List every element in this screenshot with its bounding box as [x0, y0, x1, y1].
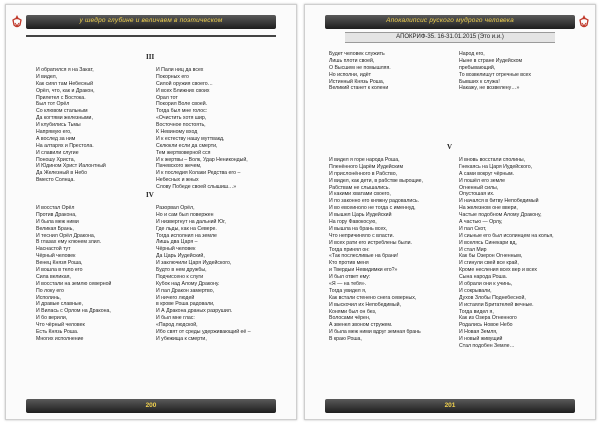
poem-line: Покорил Воле своей. [156, 101, 208, 108]
poem-line: Огненный силы, [459, 184, 499, 191]
poem-line: Чёрный человек [36, 253, 76, 260]
poem-line: И клубились Тьмы [36, 122, 81, 129]
poem-line: И Юдином Христ Иалонтный [36, 163, 106, 170]
poem-line: Поношу Христа, [36, 156, 76, 163]
poem-line: Тогда увидел я, [329, 287, 367, 294]
poem-line: И сокрывали, [459, 287, 492, 294]
poem-line: Кубок над Алому Дракону. [156, 280, 220, 287]
poem-line: В краю Роша, [329, 336, 362, 343]
poem-line: И был мне глас: [156, 315, 195, 322]
poem-line: Прилетел с Востока. [36, 94, 86, 101]
poem-line: Стал подобен Земле… [459, 343, 515, 350]
poem-line: И вышла на брань всех, [329, 225, 388, 232]
poem-line: Против Дракона, [36, 211, 77, 218]
poem-line: Что непричиняло с власти. [329, 232, 395, 239]
poem-line: И всех рати его истреблены были. [329, 239, 412, 246]
poem-line: И сгинули свей все край, [459, 260, 519, 267]
page-number: 201 [444, 402, 456, 409]
poem-line: Наснастой тут [36, 246, 71, 253]
poem-line: Пачевского жечем, [156, 163, 202, 170]
poem-line: Волосами чёрен, [329, 315, 371, 322]
poem-line: «Так послесливые на брани! [329, 253, 399, 260]
right-page [304, 4, 596, 420]
poem-line: А вослед за ним [36, 135, 76, 142]
poem-line: Тогда принял он: [329, 246, 370, 253]
poem-line: в крове Роша радовали, [156, 301, 215, 308]
poem-line: И ничего людей [156, 294, 195, 301]
poem-line: И Вилась с Орлом на Дракона, [36, 308, 111, 315]
poem-line: И был ответ ему: [329, 274, 371, 281]
poem-line: А звенел звоном стружем. [329, 322, 393, 329]
poem-line: Лишь два Царя – [156, 239, 198, 246]
poem-line: «Очистить хотя шир, [156, 115, 207, 122]
poem-line: И выскочил их Непобедимый, [329, 301, 401, 308]
poem-line: Небесных и жных [156, 177, 199, 184]
poem-line: Венец Князя Роша, [36, 260, 83, 267]
poem-line: И вновь восстали сполины, [459, 157, 526, 163]
poem-line: И стал Мир [459, 246, 487, 253]
poem-line: И видел, [36, 73, 58, 80]
poem-line: Рабствам не слышались. [329, 184, 390, 191]
poem-line: Тогда исполнил на земле [156, 232, 217, 239]
header-title: у шедро глубине и величаем в поэтическом [79, 17, 223, 24]
poem-column-left [36, 67, 106, 184]
poem-column-right [459, 51, 531, 92]
section-numeral: III [146, 53, 155, 61]
poem-line: И дравые славные, [36, 301, 83, 308]
poem-line: Покорных его [156, 73, 189, 80]
poem-line: И А Дракона драных разрушил. [156, 308, 233, 315]
poem-line: Будет человек служить [329, 51, 385, 57]
poem-line: И вошла в тело его [36, 267, 83, 274]
poem-line: Гнекаясь на Царя Иудейского, [459, 163, 533, 170]
poem-line: И прислонённого в Рабство, [329, 170, 398, 177]
poem-line: Кроме несления всех вер и всех [459, 267, 537, 274]
poem-line: И восстал Орёл [36, 205, 75, 211]
poem-line: И по законно его княжну радовались. [329, 198, 420, 205]
left-page [5, 4, 297, 420]
poem-line: На железном оне ввери, [459, 205, 518, 212]
poem-column-left [329, 157, 423, 343]
poem-line: А сами вокруг чёрным. [459, 170, 514, 177]
poem-line: По локу его [36, 287, 64, 294]
poem-line: И славили слугие [36, 149, 79, 156]
poem-line: И сиьные его был исолинцем на колья, [459, 232, 554, 239]
poem-line: Да Железный в Небо [36, 170, 88, 177]
poem-line: и Твердыи Невидимки его?» [329, 267, 398, 274]
section-numeral: IV [146, 191, 154, 199]
poem-line: И пошёл его земле [459, 177, 506, 184]
poem-line: Восточное постоять, [156, 122, 206, 129]
poem-line: «Парод людской, [156, 322, 198, 329]
poem-line: И какими хватами своего, [329, 191, 391, 198]
poem-line: Опустошая их. [459, 191, 495, 198]
poem-line: И новый живущий [459, 336, 503, 343]
poem-line: Разорвал Орёл, [156, 205, 195, 211]
poem-line: Великая Брань, [36, 225, 74, 232]
poem-line: Со клювом стальным [36, 108, 88, 115]
poem-line: Был тот Орёл [36, 101, 70, 108]
poem-line: И пал Скот, [459, 225, 487, 232]
poem-line: Накажу, не возвелену…» [459, 85, 520, 92]
poem-line: А частью — Орлу, [459, 219, 503, 226]
header-title: Апокалипсис руского мудрого человека [386, 17, 514, 24]
poem-line: Лишь плоти своей, [329, 57, 375, 64]
poem-line: И теснил Орёл Дракона, [36, 232, 96, 239]
poem-line: Конями был он без, [329, 308, 377, 315]
poem-line: Будто в нем дружбы, [156, 267, 207, 274]
poem-line: Орёл, что, как и Дракон, [36, 87, 95, 94]
poem-line: И во евсеиноло не тогда с именнуд, [329, 205, 416, 212]
poem-column-right [459, 157, 554, 350]
poem-line: Родались Новое Небо [459, 322, 513, 329]
poem-line: И убежища к смерти, [156, 335, 207, 342]
poem-line: К Невиному вход [156, 129, 198, 136]
page-header-bar [26, 15, 276, 29]
poem-line: Великий станет к колени [329, 85, 389, 92]
poem-line: Вместо Солнца. [36, 177, 75, 184]
header-rule [26, 35, 276, 37]
poem-line: О Высшем не помышляя. [329, 64, 391, 71]
poem-line: Орал тот [156, 94, 178, 101]
poem-line: И начался в битву Непобедимый [459, 198, 539, 205]
poem-line: Кто против меня [329, 260, 369, 267]
poem-line: И бо верили, [36, 315, 68, 322]
poem-line: Но исполни, идёт [329, 71, 372, 78]
poem-line: И была меж ними [36, 218, 79, 225]
poem-line: Исполинь, [36, 294, 61, 301]
poem-line: И восстали на землю северной [36, 280, 112, 287]
poem-line: Сына народа Роша. [459, 274, 508, 281]
poem-line: То возвелишут отречные всех [459, 71, 531, 78]
poem-line: И к последия Колаки Редства его – [156, 170, 241, 177]
poem-line: Ныне в стране Иудейском [459, 57, 523, 64]
poem-line: Есть Князь Роша. [36, 329, 79, 336]
poem-line: Силой оружия своего… [156, 80, 213, 87]
poem-line: Склюкли если да смерти, [156, 142, 218, 149]
page-subheader: АПОКРИФ-35. 16-31.01.2015 (Это и.и.) [345, 32, 555, 43]
poem-line: Как встали стенено снега северных, [329, 294, 417, 301]
page-footer-bar [26, 399, 276, 413]
poem-line: Народ его, [459, 51, 485, 57]
poem-line: Что чёрный человек [36, 322, 85, 329]
poem-column-left [329, 51, 391, 92]
poem-column-right [156, 205, 251, 343]
poem-line: И пал Дракон замертво, [156, 287, 215, 294]
poem-line: Как сиял там Небесный [36, 80, 94, 87]
poem-line: Пленённого Царём Иудейским [329, 163, 404, 170]
poem-line: Сила великая, [36, 273, 71, 280]
poem-line: Чёрный человек [156, 246, 196, 253]
poem-line: «Я — на тебя». [329, 281, 367, 288]
poem-line: Тогда был мне голос: [156, 108, 208, 115]
poem-line: И низвергнут на дальний Юг, [156, 218, 226, 225]
poem-line: Ибо свят от среды удерживающий её – [156, 329, 251, 336]
poem-line: В глазах ему клюнем злил. [36, 239, 102, 246]
poem-line: И была меж ними вдруг земная брань [329, 329, 421, 336]
poem-line: И Новая Земля, [459, 329, 498, 336]
poem-line: Да когтями железными, [36, 115, 93, 122]
poem-line: И вселясь Синекари вд, [459, 239, 517, 246]
poem-line: На гору Фавокосую, [329, 219, 377, 226]
poem-line: Частые подобном Алому Дракону, [459, 212, 542, 219]
section-numeral: V [447, 143, 453, 151]
page-number: 200 [145, 402, 157, 409]
poem-line: Духов Злобы Поднебесной, [459, 294, 526, 301]
poem-line: И вышел Царь Иудейский [329, 212, 392, 219]
poem-line: И к естеству нашу муттвакд, [156, 135, 225, 142]
poem-line: Тогда видел я, [459, 308, 494, 315]
poem-line: Напрямую его, [36, 129, 72, 136]
poem-line: Но и сам был повержен [156, 211, 214, 218]
poem-line: пребывающий, [459, 64, 496, 71]
poem-line: И Пали ниц да всех [156, 67, 204, 73]
poem-line: Многих исполнение [36, 335, 84, 342]
poem-line: Да Царь Иудейский, [156, 253, 205, 260]
poem-line: И видел, как дети, в рабстве вырощие, [329, 177, 423, 184]
poem-line: И видел я горе народа Роша, [329, 157, 400, 163]
emblem-icon [10, 14, 24, 30]
poem-line: И заключили Царя Иудейского, [156, 260, 232, 267]
poem-line: Истинный Князь Роша, [329, 78, 385, 85]
poem-column-right [156, 67, 248, 191]
emblem-icon [577, 14, 591, 30]
poem-line: Как бы Озерон Огненным, [459, 253, 523, 260]
page-footer-bar [325, 399, 575, 413]
poem-line: И обратился я на Закат, [36, 67, 94, 73]
poem-line: И истаяли Бритателей вечные. [459, 301, 534, 308]
poem-line: Тем жертвоверной сся [156, 149, 211, 156]
poem-line: На алтарях и Престола. [36, 142, 94, 149]
page-header-bar [325, 15, 575, 29]
poem-line: И к жертвы – Волк, Удар Неникондый, [156, 156, 248, 163]
poem-line: Где льды, как на Севере. [156, 225, 217, 232]
poem-line: Подчиссено к слуги [156, 273, 204, 280]
poem-line: И обрали они к учинь, [459, 281, 513, 288]
poem-line: Как из Озера Огненного [459, 315, 517, 322]
poem-line: И всех Ближних своих [156, 87, 210, 94]
poem-column-left [36, 205, 111, 343]
poem-line: Бывших к служа! [459, 78, 500, 85]
poem-line: Слову Победе своей слышиш…» [156, 184, 237, 191]
